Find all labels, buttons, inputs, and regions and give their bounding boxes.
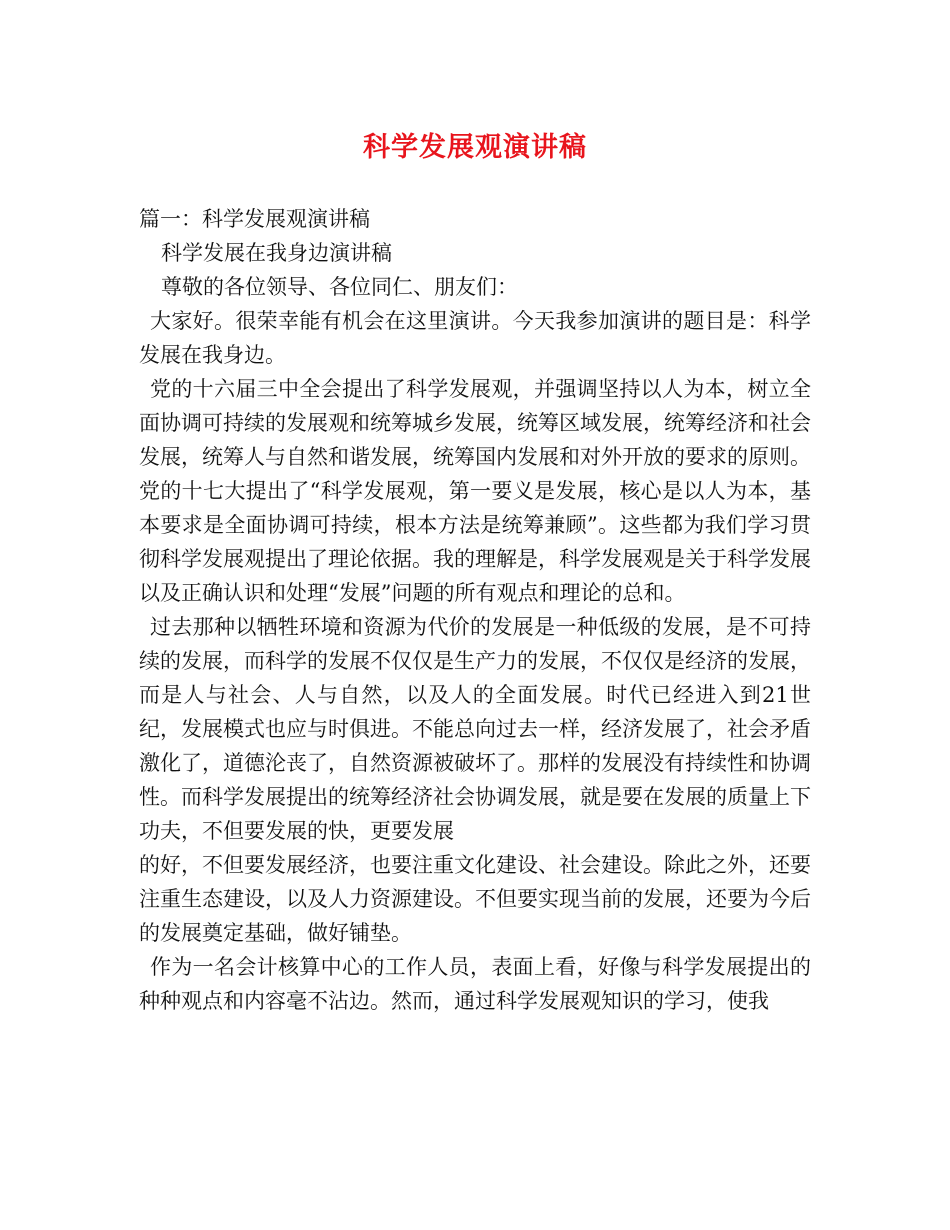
paragraph: 作为一名会计核算中心的工作人员，表面上看，好像与科学发展提出的种种观点和内容毫不沾边。然而，通过科学发展观知识的学习，使我 xyxy=(139,955,811,1013)
paragraph: 党的十六届三中全会提出了科学发展观，并强调坚持以人为本，树立全面协调可持续的发展观和统筹城乡发展，统筹区域发展，统筹经济和社会发展，统筹人与自然和谐发展，统筹国内发展和对外开放的要求的原则。党的十七大提出了“科学发展观，第一要义是发展，核心是以人为本，基本要求是全面协调可持续，根本方法是统筹兼顾”。这些都为我们学习贯彻科学发展观提出了理论依据。我的理解是，科学发展观是关于科学发展以及正确认识和处理“发展”问题的所有观点和理论的总和。 xyxy=(139,377,811,605)
paragraph: 过去那种以牺牲环境和资源为代价的发展是一种低级的发展，是不可持续的发展，而科学的发展不仅仅是生产力的发展，不仅仅是经济的发展，而是人与社会、人与自然，以及人的全面发展。时代已经进入到21世纪，发展模式也应与时俱进。不能总向过去一样，经济发展了，社会矛盾激化了，道德沦丧了，自然资源被破坏了。那样的发展没有持续性和协调性。而科学发展提出的统筹经济社会协调发展，就是要在发展的质量上下功夫，不但要发展的快，更要发展 xyxy=(139,615,811,843)
paragraph: 的好，不但要发展经济，也要注重文化建设、社会建设。除此之外，还要注重生态建设，以及人力资源建设。不但要实现当前的发展，还要为今后的发展奠定基础，做好铺垫。 xyxy=(139,853,811,945)
salutation: 尊敬的各位领导、各位同仁、朋友们： xyxy=(161,275,518,299)
document-body xyxy=(139,202,811,1018)
paragraph: 大家好。很荣幸能有机会在这里演讲。今天我参加演讲的题目是：科学发展在我身边。 xyxy=(139,309,811,367)
speech-subtitle: 科学发展在我身边演讲稿 xyxy=(161,241,392,265)
document-title: 科学发展观演讲稿 xyxy=(363,132,587,163)
section-heading: 篇一：科学发展观演讲稿 xyxy=(139,207,370,231)
